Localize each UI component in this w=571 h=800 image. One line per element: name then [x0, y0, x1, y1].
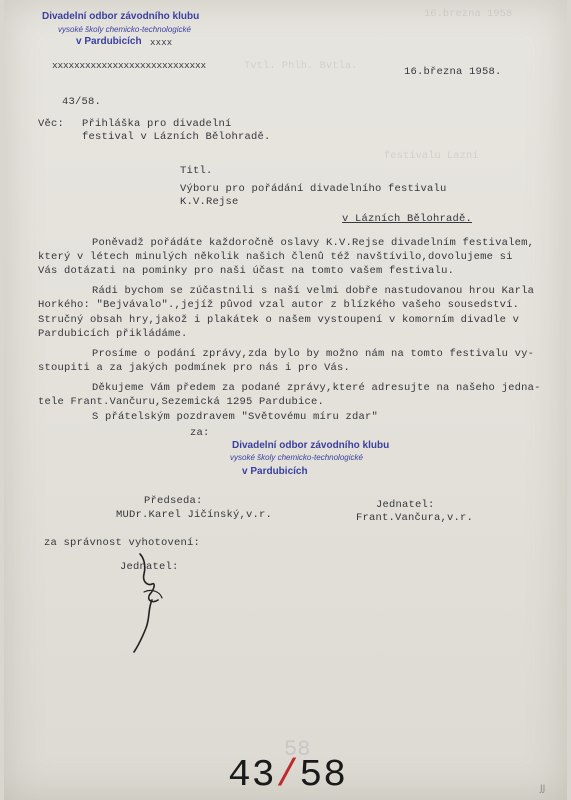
za-label: za: — [190, 427, 210, 439]
subject-line1: Přihláška pro divadelní — [82, 118, 232, 130]
body-line: Prosíme o podání zprávy,zda bylo by možno nám na tomto festivalu vy- — [92, 348, 535, 360]
letterhead-line3: v Pardubicích — [76, 36, 142, 47]
show-through-text: 16.brezna 1958 — [424, 8, 513, 20]
archive-number-left: 43 — [228, 754, 276, 797]
secretary-name: Frant.Vančura,v.r. — [356, 512, 474, 524]
corner-initials: JJ — [540, 784, 546, 794]
secretary-label: Jednatel: — [376, 499, 435, 511]
addressee-line2: K.V.Rejse — [180, 196, 239, 208]
letterhead-line1: Divadelní odbor závodního klubu — [42, 11, 200, 22]
letter-date: 16.března 1958. — [404, 66, 502, 78]
stamp-line2: vysoké školy chemicko-technologické — [230, 453, 363, 462]
body-line: Stručný obsah hry,jakož i plakátek o našem vystoupení v komorním divadle v — [38, 314, 520, 326]
subject-line2: festival v Lázních Bělohradě. — [82, 131, 271, 143]
letter-page — [4, 0, 567, 800]
show-through-text: 58 — [284, 737, 311, 762]
body-line: Pardubicích přikládáme. — [38, 328, 188, 340]
stamp-line3: v Pardubicích — [242, 466, 308, 477]
chairman-label: Předseda: — [144, 495, 203, 507]
chairman-name: MUDr.Karel Jičínský,v.r. — [116, 509, 273, 521]
body-line: tele Frant.Vančuru,Sezemická 1295 Pardubice. — [38, 396, 325, 408]
addressee-line1: Výboru pro pořádání divadelního festivalu — [180, 183, 447, 195]
certification-line1: za správnost vyhotovení: — [44, 537, 201, 549]
archive-number-right: 58 — [299, 754, 348, 797]
subject-label: Věc: — [38, 118, 65, 130]
body-line: Poněvadž pořádáte každoročně oslavy K.V.Rejse divadelním festivalem, — [92, 237, 535, 249]
certification-line2: Jednatel: — [120, 561, 179, 573]
body-line: Děkujeme Vám předem za podané zprávy,které adresujte na našeho jedna- — [92, 382, 541, 394]
body-line: Horkého: "Bejvávalo".,jejíž původ vzal autor z blízkého vašeho sousedství. — [38, 299, 520, 311]
letterhead-line2: vysoké školy chemicko-technologické — [58, 25, 191, 34]
body-line: který v létech minulých několik našich členů též navštívilo,dovolujeme si — [38, 251, 513, 263]
archive-number-slash: / — [275, 754, 300, 797]
reference-number: 43/58. — [62, 96, 102, 108]
archive-number — [228, 754, 347, 797]
body-line: Vás dotázati na pominky pro naši účast na tomto vašem festivalu. — [38, 265, 455, 277]
body-line: S přátelským pozdravem "Světovému míru zdar" — [92, 411, 379, 423]
stamp-line1: Divadelní odbor závodního klubu — [232, 440, 390, 451]
letterhead-trail: xxxx — [150, 38, 173, 48]
letterhead-xline: xxxxxxxxxxxxxxxxxxxxxxxxxxxx — [52, 60, 207, 71]
addressee-line3: v Lázních Bělohradě. — [342, 213, 473, 225]
body-line: stoupiti a za jakých podmínek pro nás i pro Vás. — [38, 362, 351, 374]
body-line: Rádi bychom se zúčastnili s naší velmi dobře nastudovanou hrou Karla — [92, 285, 535, 297]
salutation: Titl. — [180, 165, 213, 177]
show-through-text: Tvtl. Phlh. Bvtla. — [244, 60, 358, 72]
show-through-text: festivalu Lazni — [384, 150, 479, 162]
handwritten-signature — [122, 548, 182, 658]
